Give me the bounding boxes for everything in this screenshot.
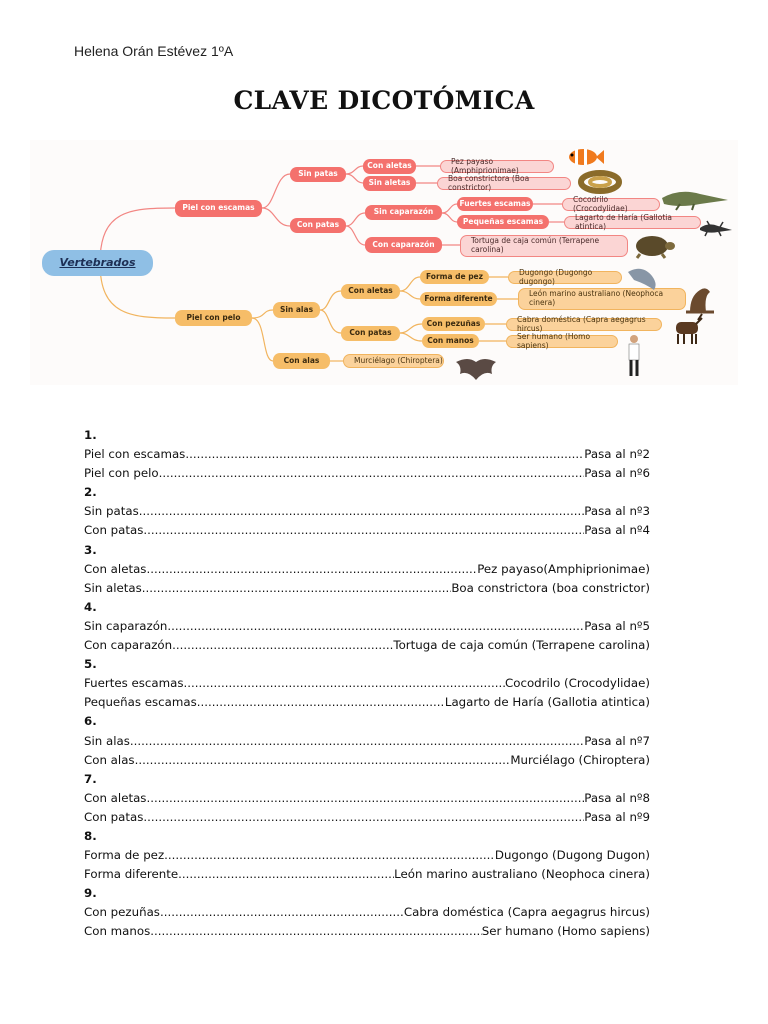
connector	[262, 174, 290, 208]
node-pequenas-escamas: Pequeñas escamas	[457, 215, 549, 229]
key-line	[84, 464, 650, 483]
sea-lion-icon	[684, 284, 718, 314]
connector	[252, 318, 273, 361]
mind-map-diagram	[30, 140, 738, 385]
dot-leader	[130, 732, 584, 751]
node-con-aletas-2: Con aletas	[341, 284, 400, 299]
key-step-number	[84, 884, 650, 903]
key-step-number	[84, 655, 650, 674]
key-step-number	[84, 541, 650, 560]
key-line-result: Cocodrilo (Crocodylidae)	[505, 676, 650, 691]
node-con-alas: Con alas	[273, 353, 330, 369]
key-line-result: Pasa al nº2	[584, 447, 650, 462]
key-line-result: Dugongo (Dugong Dugon)	[494, 848, 650, 863]
dot-leader	[143, 521, 584, 540]
key-line-label: Forma diferente	[84, 867, 179, 882]
key-step-number	[84, 598, 650, 617]
connector	[252, 310, 273, 318]
key-line-result: Pasa al nº6	[584, 466, 650, 481]
connector	[320, 310, 341, 333]
node-piel-con-escamas: Piel con escamas	[175, 200, 262, 217]
key-line-result: Pasa al nº5	[584, 618, 650, 633]
key-line-result: Pasa al nº7	[584, 733, 650, 748]
connector	[346, 174, 363, 183]
turtle-icon	[630, 230, 678, 260]
dot-leader	[184, 674, 506, 693]
dot-leader	[167, 617, 584, 636]
root-node-vertebrados: Vertebrados	[42, 250, 153, 276]
key-line-label: Con manos	[84, 924, 151, 939]
key-line	[84, 636, 650, 655]
connector	[442, 204, 457, 213]
key-line-result: Murciélago (Chiroptera)	[510, 752, 650, 767]
key-line-result: Pasa al nº9	[584, 809, 650, 824]
key-line	[84, 789, 650, 808]
key-line	[84, 846, 650, 865]
node-sin-patas: Sin patas	[290, 167, 346, 182]
key-line-result: Pasa al nº3	[584, 504, 650, 519]
dot-leader	[164, 846, 495, 865]
key-line-label: Forma de pez	[84, 848, 165, 863]
node-sin-caparazon: Sin caparazón	[365, 205, 442, 220]
key-step-number	[84, 483, 650, 502]
page-title: CLAVE DICOTÓMICA	[233, 86, 535, 115]
crocodile-icon	[660, 178, 730, 212]
node-con-aletas: Con aletas	[363, 159, 416, 174]
key-line-label: Con alas	[84, 752, 135, 767]
key-line-result: Boa constrictora (boa constrictor)	[451, 580, 650, 595]
step-number: 3.	[84, 542, 97, 557]
key-step-number	[84, 426, 650, 445]
key-line-label: Piel con escamas	[84, 447, 186, 462]
leaf-humano: Ser humano (Homo sapiens)	[506, 335, 618, 348]
step-number: 7.	[84, 771, 97, 786]
dot-leader	[159, 464, 585, 483]
node-piel-con-pelo: Piel con pelo	[175, 310, 252, 326]
connector	[346, 166, 363, 174]
key-line-label: Pequeñas escamas	[84, 695, 197, 710]
leaf-murcielago: Murciélago (Chiroptera)	[343, 354, 444, 368]
dot-leader	[185, 445, 584, 464]
key-line-label: Con aletas	[84, 790, 147, 805]
dot-leader	[160, 903, 404, 922]
step-number: 8.	[84, 828, 97, 843]
key-line-result: Lagarto de Haría (Gallotia atintica)	[444, 695, 650, 710]
key-line	[84, 808, 650, 827]
dot-leader	[139, 502, 585, 521]
leaf-cocodrilo: Cocodrilo (Crocodylidae)	[562, 198, 660, 211]
key-line	[84, 674, 650, 693]
leaf-leon-marino: León marino australiano (Neophoca cinera)	[518, 288, 686, 310]
connector	[400, 333, 422, 341]
node-con-patas: Con patas	[290, 218, 346, 233]
node-fuertes-escamas: Fuertes escamas	[457, 197, 533, 211]
key-line-result: Ser humano (Homo sapiens)	[481, 924, 650, 939]
key-line	[84, 693, 650, 712]
node-con-caparazon: Con caparazón	[365, 237, 442, 253]
step-number: 1.	[84, 428, 97, 442]
step-number: 2.	[84, 485, 97, 500]
key-line-label: Sin caparazón	[84, 618, 168, 633]
dot-leader	[142, 579, 452, 598]
node-sin-alas: Sin alas	[273, 302, 320, 318]
dugong-icon	[624, 262, 662, 292]
connector	[262, 208, 290, 226]
connector	[442, 213, 457, 222]
leaf-dugongo: Dugongo (Dugongo dugongo)	[508, 271, 622, 284]
key-line-label: Piel con pelo	[84, 466, 159, 481]
connector	[400, 277, 420, 291]
step-number: 4.	[84, 599, 97, 614]
clownfish-icon	[565, 145, 605, 169]
node-forma-de-pez: Forma de pez	[420, 270, 489, 284]
node-con-pezunas: Con pezuñas	[422, 317, 485, 331]
key-line	[84, 521, 650, 540]
node-con-patas-2: Con patas	[341, 326, 400, 341]
key-step-number	[84, 827, 650, 846]
key-line	[84, 751, 650, 770]
step-number: 5.	[84, 657, 97, 672]
key-line	[84, 732, 650, 751]
key-line	[84, 922, 650, 941]
dot-leader	[197, 693, 445, 712]
key-line-result: León marino australiano (Neophoca cinera)	[394, 867, 650, 882]
key-line	[84, 579, 650, 598]
node-sin-aletas: Sin aletas	[363, 176, 416, 191]
key-line-label: Con patas	[84, 809, 144, 824]
key-line	[84, 560, 650, 579]
step-number: 6.	[84, 714, 97, 729]
leaf-lagarto: Lagarto de Haría (Gallotia atintica)	[564, 216, 701, 229]
key-line-result: Pasa al nº4	[584, 523, 650, 538]
lizard-icon	[698, 218, 734, 240]
connector	[320, 291, 341, 310]
dichotomous-key	[84, 426, 650, 942]
dot-leader	[135, 751, 511, 770]
node-forma-diferente: Forma diferente	[420, 292, 497, 306]
key-line-result: Pez payaso(Amphiprionimae)	[477, 561, 650, 576]
snake-icon	[577, 168, 623, 194]
goat-icon	[668, 312, 708, 346]
connector	[400, 291, 420, 299]
dot-leader	[178, 865, 394, 884]
dot-leader	[150, 922, 482, 941]
key-step-number	[84, 712, 650, 731]
key-line	[84, 903, 650, 922]
key-line-result: Tortuga de caja común (Terrapene carolina)	[393, 638, 650, 653]
key-line-label: Sin patas	[84, 504, 139, 519]
leaf-boa: Boa constrictora (Boa constrictor)	[437, 177, 571, 190]
node-con-manos: Con manos	[422, 334, 479, 348]
key-line-result: Pasa al nº8	[584, 790, 650, 805]
key-step-number	[84, 770, 650, 789]
connector	[346, 226, 365, 245]
connector	[346, 213, 365, 226]
key-line-label: Con patas	[84, 523, 144, 538]
key-line-result: Cabra doméstica (Capra aegagrus hircus)	[403, 905, 650, 920]
dot-leader	[146, 789, 584, 808]
bat-icon	[454, 354, 498, 384]
leaf-tortuga: Tortuga de caja común (Terrapene carolina)	[460, 235, 628, 257]
connector	[400, 324, 422, 333]
author-name: Helena Orán Estévez 1ºA	[74, 43, 234, 59]
human-icon	[624, 334, 644, 378]
leaf-cabra: Cabra doméstica (Capra aegagrus hircus)	[506, 318, 662, 331]
dot-leader	[172, 636, 393, 655]
dot-leader	[146, 560, 477, 579]
key-line	[84, 617, 650, 636]
key-line-label: Con pezuñas	[84, 905, 160, 920]
key-line	[84, 502, 650, 521]
key-line-label: Con caparazón	[84, 638, 173, 653]
key-line-label: Sin alas	[84, 733, 130, 748]
key-line	[84, 445, 650, 464]
leaf-pez-payaso: Pez payaso (Amphiprionimae)	[440, 160, 554, 173]
step-number: 9.	[84, 886, 97, 901]
key-line-label: Sin aletas	[84, 580, 142, 595]
dot-leader	[143, 808, 584, 827]
key-line-label: Con aletas	[84, 561, 147, 576]
key-line	[84, 865, 650, 884]
key-line-label: Fuertes escamas	[84, 676, 184, 691]
